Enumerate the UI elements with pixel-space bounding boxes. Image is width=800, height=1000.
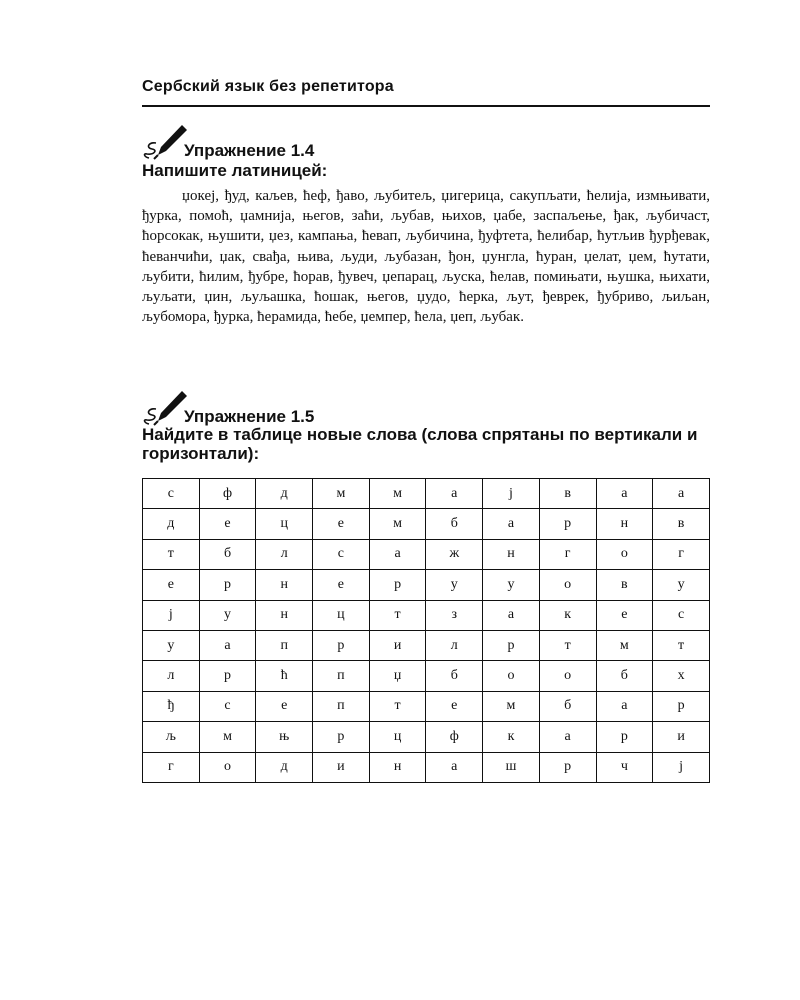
grid-cell: н — [596, 509, 653, 539]
grid-cell: ј — [143, 600, 200, 630]
grid-cell: б — [426, 661, 483, 691]
grid-cell: х — [653, 661, 710, 691]
grid-cell: т — [539, 630, 596, 660]
grid-cell: с — [653, 600, 710, 630]
grid-cell: м — [369, 479, 426, 509]
exercise-1-4 — [142, 124, 710, 180]
grid-cell: а — [539, 722, 596, 752]
grid-row — [143, 509, 710, 539]
grid-cell: у — [199, 600, 256, 630]
grid-cell: в — [596, 570, 653, 600]
grid-cell: к — [483, 722, 540, 752]
grid-cell: в — [653, 509, 710, 539]
grid-cell: д — [256, 479, 313, 509]
grid-cell: н — [483, 539, 540, 569]
exercise-1-4-title-row — [142, 124, 710, 164]
grid-cell: е — [143, 570, 200, 600]
grid-cell: б — [199, 539, 256, 569]
pen-icon — [142, 124, 188, 164]
grid-cell: б — [426, 509, 483, 539]
grid-cell: б — [596, 661, 653, 691]
header-rule — [142, 105, 710, 107]
grid-cell: р — [199, 661, 256, 691]
grid-cell: л — [426, 630, 483, 660]
grid-cell: е — [313, 570, 370, 600]
grid-cell: а — [369, 539, 426, 569]
grid-cell: њ — [256, 722, 313, 752]
grid-cell: м — [369, 509, 426, 539]
exercise-1-5-title-row — [142, 390, 710, 430]
grid-cell: а — [483, 509, 540, 539]
grid-cell: л — [256, 539, 313, 569]
grid-cell: а — [483, 600, 540, 630]
grid-cell: у — [143, 630, 200, 660]
grid-cell: м — [199, 722, 256, 752]
grid-cell: а — [426, 479, 483, 509]
grid-cell: р — [653, 691, 710, 721]
grid-cell: т — [369, 691, 426, 721]
grid-cell: р — [539, 509, 596, 539]
grid-cell: џ — [369, 661, 426, 691]
grid-cell: е — [313, 509, 370, 539]
grid-cell: г — [143, 752, 200, 782]
grid-cell: в — [539, 479, 596, 509]
grid-cell: р — [539, 752, 596, 782]
grid-cell: п — [313, 661, 370, 691]
grid-cell: н — [256, 600, 313, 630]
grid-cell: у — [483, 570, 540, 600]
grid-cell: б — [539, 691, 596, 721]
grid-cell: и — [369, 630, 426, 660]
grid-cell: и — [653, 722, 710, 752]
grid-cell: т — [143, 539, 200, 569]
grid-cell: е — [596, 600, 653, 630]
grid-row — [143, 661, 710, 691]
grid-row — [143, 722, 710, 752]
grid-cell: ђ — [143, 691, 200, 721]
grid-cell: а — [199, 630, 256, 660]
grid-cell: м — [313, 479, 370, 509]
grid-cell: е — [426, 691, 483, 721]
grid-row — [143, 630, 710, 660]
grid-cell: г — [539, 539, 596, 569]
exercise-1-5-instruction: Найдите в таблице новые слова (слова спрятаны по вертикали и горизонтали): — [142, 425, 698, 463]
grid-cell: р — [483, 630, 540, 660]
grid-cell: о — [596, 539, 653, 569]
grid-row — [143, 752, 710, 782]
running-header: Сербский язык без репетитора — [142, 78, 394, 95]
grid-cell: д — [143, 509, 200, 539]
grid-cell: ј — [653, 752, 710, 782]
grid-cell: р — [199, 570, 256, 600]
grid-cell: ж — [426, 539, 483, 569]
grid-row — [143, 539, 710, 569]
grid-cell: с — [313, 539, 370, 569]
grid-cell: љ — [143, 722, 200, 752]
grid-cell: о — [539, 661, 596, 691]
grid-cell: а — [653, 479, 710, 509]
grid-cell: ф — [426, 722, 483, 752]
grid-cell: л — [143, 661, 200, 691]
grid-cell: е — [256, 691, 313, 721]
exercise-1-4-instruction: Напишите латиницей: — [142, 161, 328, 180]
grid-cell: ф — [199, 479, 256, 509]
grid-cell: т — [369, 600, 426, 630]
grid-cell: у — [653, 570, 710, 600]
grid-cell: р — [313, 722, 370, 752]
pen-icon — [142, 390, 188, 430]
word-search-grid — [142, 478, 710, 783]
grid-cell: и — [313, 752, 370, 782]
grid-cell: о — [199, 752, 256, 782]
exercise-1-5-title: Упражнение 1.5 — [184, 407, 315, 426]
grid-cell: у — [426, 570, 483, 600]
grid-cell: а — [596, 691, 653, 721]
grid-cell: ј — [483, 479, 540, 509]
grid-cell: ц — [369, 722, 426, 752]
grid-cell: п — [256, 630, 313, 660]
grid-cell: р — [596, 722, 653, 752]
grid-row — [143, 600, 710, 630]
grid-cell: ш — [483, 752, 540, 782]
exercise-1-5 — [142, 390, 710, 463]
grid-row — [143, 570, 710, 600]
grid-cell: м — [596, 630, 653, 660]
grid-cell: ч — [596, 752, 653, 782]
grid-cell: г — [653, 539, 710, 569]
grid-cell: ц — [313, 600, 370, 630]
grid-cell: н — [369, 752, 426, 782]
grid-cell: а — [596, 479, 653, 509]
grid-cell: п — [313, 691, 370, 721]
grid-cell: к — [539, 600, 596, 630]
grid-cell: н — [256, 570, 313, 600]
exercise-1-4-text: џокеј, ђуд, каљев, ћеф, ђаво, љубитељ, џигерица, сакупљати, ћелија, измњивати, ђурка, помоћ, џамнија, његов, заћи, љубав, њихов, џабе, заспаљење, ђак, љубичаст, ћорсокак, њушити, џез, кампања, ћевап, љубичина, ђуфтета, ћелибар, ћутљив ђурђевак, ћеванчићи, џак, свађа, њива, људи, љубазан, ђон, џунгла, ћуран, џелат, џем, ћутати, љубити, ћилим, ђубре, ћорав, ђувеч, џепарац, љуска, ћелав, помињати, њушка, њихати, љуљати, џин, љуљашка, ћошак, његов, џудо, ћерка, љут, ђеврек, ђубриво, љиљан, љубомора, ђурка, ћерамида, ћебе, џемпер, ћела, џеп, љубак. — [142, 188, 710, 326]
grid-cell: м — [483, 691, 540, 721]
exercise-1-4-title: Упражнение 1.4 — [184, 141, 315, 160]
grid-cell: д — [256, 752, 313, 782]
grid-cell: о — [539, 570, 596, 600]
grid-cell: с — [143, 479, 200, 509]
grid-cell: о — [483, 661, 540, 691]
grid-row — [143, 479, 710, 509]
grid-cell: а — [426, 752, 483, 782]
grid-cell: ћ — [256, 661, 313, 691]
grid-cell: р — [313, 630, 370, 660]
grid-cell: р — [369, 570, 426, 600]
grid-cell: е — [199, 509, 256, 539]
grid-row — [143, 691, 710, 721]
grid-cell: з — [426, 600, 483, 630]
grid-cell: т — [653, 630, 710, 660]
grid-cell: ц — [256, 509, 313, 539]
grid-cell: с — [199, 691, 256, 721]
